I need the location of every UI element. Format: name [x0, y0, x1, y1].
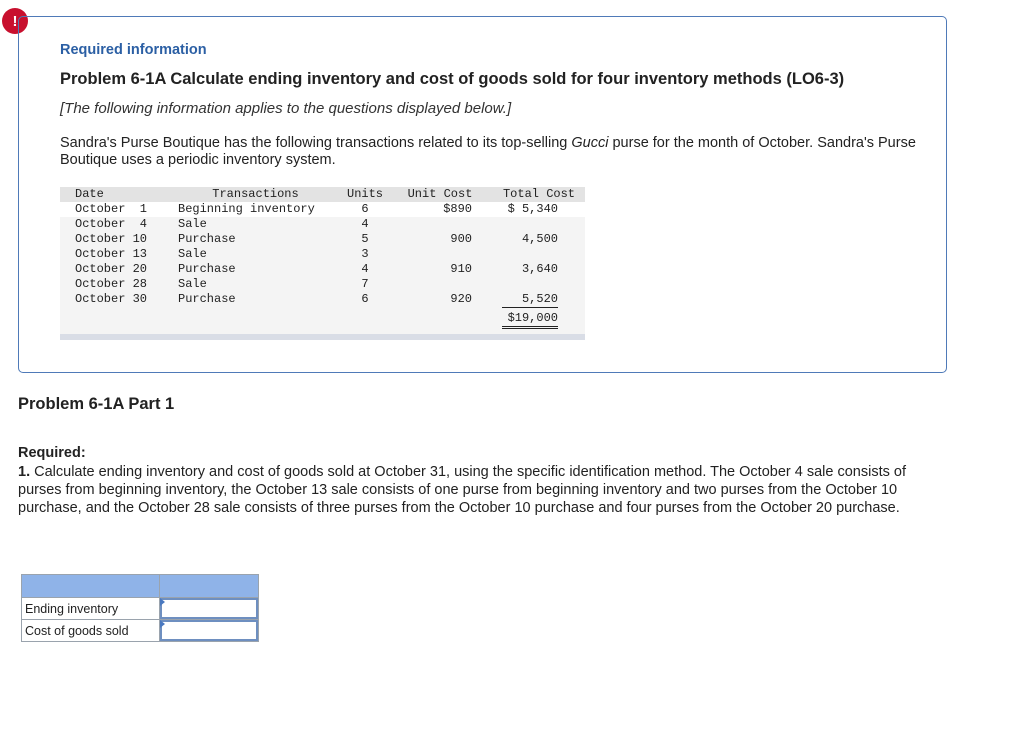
description-text-2: purse for the month of October. Sandra's Purse Boutique uses a periodic inventory system.	[60, 135, 916, 168]
required-information-heading: Required information	[60, 42, 207, 58]
row-date: October 13	[75, 247, 148, 261]
table-row	[60, 292, 585, 307]
row-total-cost: 3,640	[521, 262, 558, 276]
required-number: 1.	[18, 464, 31, 480]
table-total-row	[60, 311, 585, 326]
grand-total: $19,000	[502, 311, 558, 329]
input-marker-icon	[160, 598, 165, 606]
row-date: October 28	[75, 277, 148, 291]
row-units: 3	[361, 247, 369, 261]
transactions-header-row	[60, 187, 585, 202]
row-units: 4	[361, 262, 369, 276]
row-unit-cost: 920	[450, 292, 472, 306]
row-unit-cost: 910	[450, 262, 472, 276]
row-units: 6	[361, 202, 369, 216]
row-unit-cost: 900	[450, 232, 472, 246]
row-date: October 20	[75, 262, 148, 276]
table-row	[60, 232, 585, 247]
row-units: 4	[361, 217, 369, 231]
row-date: October 30	[75, 292, 148, 306]
required-instruction-text: Calculate ending inventory and cost of goods sold at October 31, using the specific identification method. The October 4 sale consists of purses from beginning inventory, the October 13 sale consists of one purse from beginning inventory and two purses from the October 10 purchase, and the October 28 sale consists of three purses from the October 10 purchase and four purses from the October 20 purchase.	[18, 464, 906, 516]
cost-of-goods-sold-cell	[160, 620, 259, 642]
row-total-cost: $ 5,340	[507, 202, 558, 216]
row-units: 7	[361, 277, 369, 291]
row-transaction: Sale	[178, 247, 207, 261]
row-transaction: Sale	[178, 277, 207, 291]
header-date: Date	[75, 187, 104, 201]
row-date: October 1	[75, 202, 148, 216]
row-transaction: Purchase	[178, 232, 236, 246]
ending-inventory-input[interactable]	[160, 598, 258, 619]
cost-of-goods-sold-input[interactable]	[160, 620, 258, 641]
answer-row-cost-of-goods-sold	[22, 620, 259, 642]
table-row	[60, 202, 585, 217]
table-row	[60, 247, 585, 262]
table-row	[60, 277, 585, 292]
transactions-table	[60, 187, 585, 326]
header-total-cost: Total Cost	[502, 187, 575, 201]
answer-table	[21, 574, 259, 642]
row-transaction: Sale	[178, 217, 207, 231]
alert-icon: !	[2, 8, 28, 34]
answer-header-value-cell	[160, 575, 259, 598]
problem-title: Problem 6-1A Calculate ending inventory and cost of goods sold for four inventory methods (LO6-3)	[60, 70, 845, 88]
answer-header-row	[22, 575, 259, 598]
description-text-1: Sandra's Purse Boutique has the following transactions related to its top-selling	[60, 135, 572, 151]
input-marker-icon	[160, 620, 165, 628]
ending-inventory-label: Ending inventory	[22, 598, 160, 620]
header-transactions: Transactions	[212, 187, 299, 201]
header-unit-cost: Unit Cost	[407, 187, 473, 201]
table-bottom-bar	[60, 334, 585, 340]
row-transaction: Beginning inventory	[178, 202, 315, 216]
header-units: Units	[347, 187, 384, 201]
table-row	[60, 262, 585, 277]
description-brand: Gucci	[571, 135, 609, 151]
row-date: October 4	[75, 217, 148, 231]
required-label: Required:	[18, 445, 86, 461]
answer-row-ending-inventory	[22, 598, 259, 620]
answer-header-label-cell	[22, 575, 160, 598]
row-transaction: Purchase	[178, 292, 236, 306]
row-units: 5	[361, 232, 369, 246]
row-units: 6	[361, 292, 369, 306]
ending-inventory-cell	[160, 598, 259, 620]
table-row	[60, 217, 585, 232]
row-transaction: Purchase	[178, 262, 236, 276]
row-total-cost: 4,500	[521, 232, 558, 246]
part-title: Problem 6-1A Part 1	[18, 395, 175, 413]
info-note: [The following information applies to the questions displayed below.]	[60, 100, 512, 117]
row-unit-cost: $890	[443, 202, 472, 216]
cost-of-goods-sold-label: Cost of goods sold	[22, 620, 160, 642]
problem-description	[60, 135, 920, 169]
row-date: October 10	[75, 232, 148, 246]
required-instructions	[18, 463, 948, 517]
row-total-cost: 5,520	[502, 292, 558, 308]
